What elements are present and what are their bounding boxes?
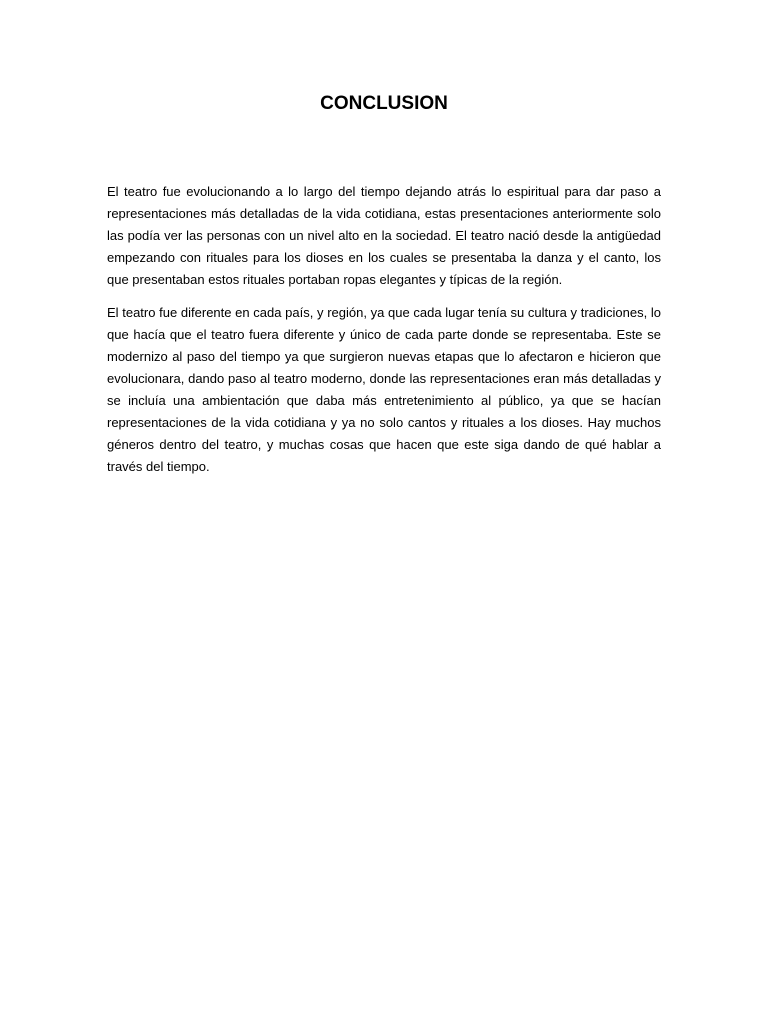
paragraph-1: El teatro fue evolucionando a lo largo del tiempo dejando atrás lo espiritual para dar paso a representaciones más detalladas de la vida cotidiana, estas presentaciones anteriormente solo las podía ver las personas con un nivel alto en la sociedad. El teatro nació desde la antigüedad empezando con rituales para los dioses en los cuales se presentaba la danza y el canto, los que presentaban estos rituales portaban ropas elegantes y típicas de la región. [107,184,661,287]
paragraph-2: El teatro fue diferente en cada país, y región, ya que cada lugar tenía su cultura y tradiciones, lo que hacía que el teatro fuera diferente y único de cada parte donde se representaba. Este se modernizo al paso del tiempo ya que surgieron nuevas etapas que lo afectaron e hicieron que evolucionara, dando paso al teatro moderno, donde las representaciones eran más detalladas y se incluía una ambientación que daba más entretenimiento al público, ya que se hacían representaciones de la vida cotidiana y ya no solo cantos y rituales a los dioses. Hay muchos géneros dentro del teatro, y muchas cosas que hacen que este siga dando de qué hablar a través del tiempo. [107,305,661,474]
page-title: CONCLUSION [320,93,448,114]
document-body [107,181,661,489]
